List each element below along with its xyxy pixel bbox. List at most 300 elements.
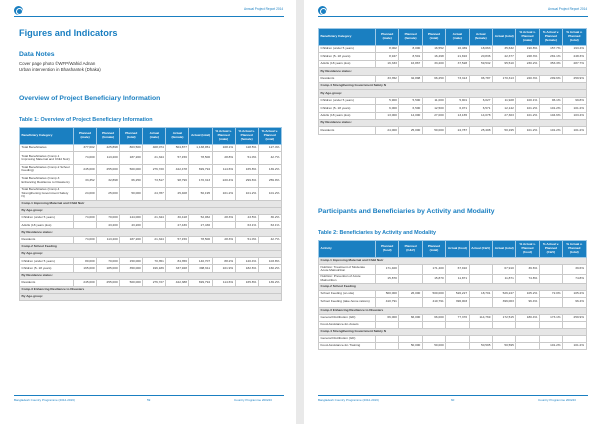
table-cell: 165.8%	[235, 279, 258, 286]
table-cell: 108.1%	[212, 145, 235, 152]
table-cell: 248.3%	[563, 53, 586, 60]
table-cell: 43.5%	[235, 215, 258, 222]
row-label: Total Beneficiaries	[20, 145, 74, 152]
wfp-logo-icon	[318, 6, 327, 15]
table-cell: 101.2%	[516, 112, 539, 119]
right-footer-text: Bangladesh Country Programme (2012-2016)	[318, 398, 379, 402]
table-cell: 172,515	[492, 314, 515, 321]
table-cell: 8,002	[376, 46, 399, 53]
column-header: Actual (male)	[446, 29, 469, 46]
table-cell: 220.4%	[212, 174, 235, 187]
table-cell: 245,000	[74, 165, 97, 175]
table-cell: 101.2%	[516, 105, 539, 112]
table-cell: 16,498	[422, 53, 445, 60]
section-row	[319, 284, 587, 291]
column-header: Planned (male)	[74, 128, 97, 145]
table-cell: 526,247	[492, 291, 515, 298]
table-cell	[539, 298, 562, 308]
table-cell: 74,000	[74, 215, 97, 222]
table-cell: 504,877	[166, 145, 189, 152]
column-header: % Actual v. Planned (male)	[212, 128, 235, 145]
row-label: Residents	[20, 236, 74, 243]
table-cell: 408,074	[143, 145, 166, 152]
right-header-rule	[318, 16, 588, 17]
table-cell: 13,000	[376, 112, 399, 119]
table-cell: 95,510	[492, 60, 515, 67]
table-cell: 73,517	[143, 174, 166, 187]
column-header: % Actual v. Planned (total)	[258, 128, 281, 145]
table-cell	[539, 335, 562, 342]
table-cell: 50,000	[120, 187, 143, 200]
table-cell: 101.2%	[212, 187, 235, 200]
table-cell: 67,910	[446, 265, 469, 275]
overview-heading: Overview of Project Beneficiary Information	[19, 95, 161, 102]
page-title: Figures and Indicators	[19, 28, 118, 38]
table-cell: 114.6%	[212, 165, 235, 175]
row-label: Children (under 5 years)	[319, 46, 376, 53]
table-cell	[539, 274, 562, 284]
table-cell: 8,501	[399, 53, 422, 60]
table-cell: 27,303	[492, 112, 515, 119]
table-cell: 173.1%	[539, 314, 562, 321]
column-header: Actual (male)	[143, 128, 166, 145]
table-cell: 33,352	[74, 174, 97, 187]
table-cell: 398,611	[189, 265, 212, 272]
table-row	[319, 265, 587, 275]
column-header: Actual (female)	[469, 29, 492, 46]
table-cell: 500,000	[376, 291, 399, 298]
table-cell: 180.4%	[516, 314, 539, 321]
section-row	[319, 328, 587, 335]
table-cell: 18,063	[469, 46, 492, 53]
table-cell: 16,333	[376, 60, 399, 67]
table-cell: 42.7%	[258, 236, 281, 243]
table-cell: 337,928	[166, 265, 189, 272]
section-label: Comp.3 Enhancing Resilience to Disasters	[20, 286, 282, 293]
table-cell: 24,787	[446, 127, 469, 134]
table-cell: 8,947	[376, 53, 399, 60]
table-cell: 6,071	[446, 105, 469, 112]
table-cell: 50,000	[422, 127, 445, 134]
column-header: % Actual v. Planned (male)	[516, 29, 539, 46]
table-cell: 500,000	[120, 165, 143, 175]
section-row	[20, 286, 282, 293]
row-label: Adults (18 years plus)	[319, 112, 376, 119]
table-row	[20, 187, 282, 200]
column-header: Planned (female)	[399, 29, 422, 46]
table-row	[20, 265, 282, 272]
table-cell: 245,000	[74, 279, 97, 286]
table-cell: 16,867	[399, 60, 422, 67]
section-label: By Residence status:	[20, 272, 282, 279]
table-cell	[492, 321, 515, 328]
table-cell: 36.2%	[258, 215, 281, 222]
table-cell: 28.3%	[212, 215, 235, 222]
table1-header	[20, 128, 282, 145]
row-label: General Distribution (GD)	[319, 314, 376, 321]
table-cell: 51.0%	[235, 152, 258, 165]
row-label: Total Beneficiaries (Comp.1 Improving Maternal and Child Nutr)	[20, 152, 74, 165]
table-cell: 100.1%	[516, 97, 539, 104]
section-label: By Age-group:	[20, 294, 282, 301]
column-header: Planned (female)	[97, 128, 120, 145]
table-cell: 96.1%	[539, 97, 562, 104]
table-row	[319, 335, 587, 342]
table-cell: 276,727	[143, 279, 166, 286]
table-cell: 105.2%	[563, 291, 586, 298]
table-cell: 259.9%	[258, 174, 281, 187]
section-label: By Residence status:	[20, 229, 282, 236]
table-cell: 157.7%	[539, 46, 562, 53]
table-cell: 24,000	[74, 187, 97, 200]
table-cell: 144,000	[120, 215, 143, 222]
right-page	[304, 0, 600, 424]
table-cell	[376, 335, 399, 342]
table-cell	[399, 298, 422, 308]
table-cell	[563, 335, 586, 342]
row-label: Children (5- 18 years)	[20, 265, 74, 272]
table-row	[20, 222, 282, 229]
column-header: Actual (female)	[166, 128, 189, 145]
table-cell: 500,000	[120, 279, 143, 286]
table-cell: 52,062	[189, 215, 212, 222]
column-header: Actual (total)	[492, 241, 515, 258]
table-cell	[539, 265, 562, 275]
table-cell: 127.4%	[258, 145, 281, 152]
table1-body	[20, 145, 282, 301]
column-header: Actual (total)	[189, 128, 212, 145]
table-cell: 699,794	[189, 279, 212, 286]
table-cell	[446, 342, 469, 349]
table-cell: 101.2%	[563, 105, 586, 112]
wfp-logo-icon	[14, 6, 23, 15]
right-page-number: 60	[451, 398, 455, 402]
table-cell: 101.2%	[539, 105, 562, 112]
table-cell: 422,478	[166, 165, 189, 175]
table-row	[319, 46, 587, 53]
table-cell: 70,000	[97, 215, 120, 222]
table-cell: 66,250	[422, 75, 445, 82]
table-cell: 26,000	[399, 291, 422, 298]
section-row	[319, 90, 587, 97]
table-cell: 96.4%	[563, 298, 586, 308]
table-row	[20, 165, 282, 175]
table-row	[319, 60, 587, 67]
table-cell: 410,791	[376, 298, 399, 308]
table-cell: 25,000	[97, 187, 120, 200]
row-label: Children (5- 18 years)	[319, 53, 376, 60]
table1c-body	[319, 46, 587, 135]
table-cell: 74.8%	[563, 274, 586, 284]
row-label: School Feeding (on-site)	[319, 291, 376, 298]
table-row	[319, 342, 587, 349]
table-cell: 353.3%	[539, 60, 562, 67]
table-row	[20, 145, 282, 152]
row-label: Residents	[319, 127, 376, 134]
table-cell: 396,003	[492, 298, 515, 308]
table-cell: 77,370	[446, 314, 469, 321]
table-cell: 104.6%	[539, 112, 562, 119]
table-cell: 24,787	[143, 187, 166, 200]
table-cell: 57,156	[166, 152, 189, 165]
table-cell: 43,200	[120, 222, 143, 229]
row-label: Children (under 5 years)	[319, 97, 376, 104]
table-cell: 13,165	[446, 112, 469, 119]
table-cell	[469, 321, 492, 328]
column-header: % Actual v. Planned (food)	[516, 241, 539, 258]
table-cell: 16,469	[446, 46, 469, 53]
section-row	[319, 82, 587, 89]
left-page	[0, 0, 296, 424]
column-header: Beneficiary Category	[319, 29, 376, 46]
table-cell: 299.6%	[235, 174, 258, 187]
table-cell: 72.0%	[539, 291, 562, 298]
table-cell: 165,000	[74, 265, 97, 272]
table-header-row	[319, 29, 587, 46]
section-label: Comp.4 Strengthening Government Safety N	[319, 82, 587, 89]
table-cell: 11,000	[422, 97, 445, 104]
row-label: Children (5- 18 years)	[319, 105, 376, 112]
table-cell: 84,356	[166, 258, 189, 265]
table-cell: 50,195	[189, 187, 212, 200]
table2-header	[319, 241, 587, 258]
left-header-text: Annual Project Report 2014	[244, 7, 284, 11]
table-row	[20, 215, 282, 222]
table-cell: 21,344	[143, 152, 166, 165]
table-cell: 103.4%	[563, 112, 586, 119]
table-cell: 803,500	[120, 145, 143, 152]
table-cell: 1,138,951	[189, 145, 212, 152]
table-cell: 33,352	[376, 75, 399, 82]
right-header-text: Annual Project Report 2014	[548, 7, 588, 11]
table-cell: 15,870	[422, 274, 445, 284]
column-header: % Actual v. Planned (total)	[563, 241, 586, 258]
column-header: % Actual v. Planned (C&V)	[539, 241, 562, 258]
section-row	[20, 243, 282, 250]
table-row	[319, 291, 587, 298]
table-cell: 15,870	[376, 274, 399, 284]
table-cell	[563, 321, 586, 328]
section-row	[319, 119, 587, 126]
table-cell: 5,901	[446, 97, 469, 104]
table-cell: 140,707	[189, 258, 212, 265]
section-label: By Age-group:	[20, 207, 282, 214]
section-row	[20, 272, 282, 279]
column-header: % Actual v. Planned (female)	[235, 128, 258, 145]
table-cell	[516, 342, 539, 349]
table-row	[319, 105, 587, 112]
table-cell: 39.6%	[516, 265, 539, 275]
table-cell: 113,200	[97, 236, 120, 243]
table-row	[20, 236, 282, 243]
table-cell: 101.2%	[235, 187, 258, 200]
table-row	[319, 321, 587, 328]
table-cell: 113,200	[97, 152, 120, 165]
column-header: Planned (total)	[422, 241, 445, 258]
table-cell: 12,500	[422, 105, 445, 112]
table-cell: 63.1%	[258, 222, 281, 229]
table-cell	[399, 321, 422, 328]
table-cell: 50,595	[492, 342, 515, 349]
table-cell: 21,344	[143, 215, 166, 222]
table-cell: 74.8%	[516, 274, 539, 284]
table-cell: 139.2%	[258, 165, 281, 175]
table-row	[20, 279, 282, 286]
table-cell: 287.7%	[563, 60, 586, 67]
table-cell: 182.6%	[235, 265, 258, 272]
table-cell: 37,528	[446, 60, 469, 67]
table-cell: 526,227	[446, 291, 469, 298]
row-label: Total Beneficiaries (Comp.4 Strengthening Government Safety N)	[20, 187, 74, 200]
table-cell: 101.9%	[212, 265, 235, 272]
table-cell: 98,796	[166, 174, 189, 187]
table-cell	[516, 321, 539, 328]
data-notes-line-1: Cover page photo ©WFP/Wahid Adnan	[19, 61, 96, 66]
table-cell: 185,000	[97, 265, 120, 272]
table-row	[20, 174, 282, 187]
right-footer-rule	[318, 395, 588, 396]
table-cell: 8,000	[399, 46, 422, 53]
table-cell: 114,769	[469, 314, 492, 321]
table-cell	[469, 265, 492, 275]
table-cell: 25,408	[469, 127, 492, 134]
table-row	[319, 274, 587, 284]
table-header-row	[20, 128, 282, 145]
table-cell: 170,313	[492, 75, 515, 82]
table-cell: 410,791	[422, 298, 445, 308]
row-label: Total Beneficiaries (Comp.3 Enhancing Resilience to Disasters)	[20, 174, 74, 187]
table-cell: 80,000	[74, 258, 97, 265]
table-cell: 5,500	[399, 97, 422, 104]
column-header: Actual (food)	[446, 241, 469, 258]
section-row	[319, 68, 587, 75]
table-cell: 59,532	[469, 60, 492, 67]
table1-title: Table 1: Overview of Project Beneficiary Information	[19, 117, 153, 123]
table-row	[319, 75, 587, 82]
table-cell: 78,500	[189, 152, 212, 165]
table-cell: 255,000	[97, 165, 120, 175]
table-cell: 190.8%	[516, 46, 539, 53]
table-cell: 50,000	[422, 342, 445, 349]
table-row	[20, 258, 282, 265]
column-header: % Actual v. Planned (total)	[563, 29, 586, 46]
table-cell: 105.2%	[516, 291, 539, 298]
table-cell: 11,871	[492, 274, 515, 284]
table-cell: 255,000	[97, 279, 120, 286]
table-cell	[212, 222, 235, 229]
table-cell: 139.2%	[258, 279, 281, 286]
participants-heading: Participants and Beneficiaries by Activity and Modality	[318, 208, 495, 215]
table-cell: 101.2%	[563, 342, 586, 349]
section-row	[319, 307, 587, 314]
row-label: Nutrition: Treatment of Moderate Acute Malnutrition	[319, 265, 376, 275]
table-row	[20, 152, 282, 165]
table-cell: 101.2%	[258, 187, 281, 200]
table-1-continued	[318, 28, 587, 135]
table-cell: 25,408	[166, 187, 189, 200]
table-cell: 70,000	[97, 258, 120, 265]
table-cell: 281.1%	[539, 53, 562, 60]
table-cell	[469, 298, 492, 308]
table-cell: 50,000	[399, 342, 422, 349]
table-cell: 101.2%	[516, 127, 539, 134]
column-header: Actual (total)	[492, 29, 515, 46]
table-cell: 27,000	[422, 112, 445, 119]
table-cell: 88.2%	[212, 258, 235, 265]
row-label: General Distribution (GD)	[319, 335, 376, 342]
table-cell: 170,313	[189, 174, 212, 187]
row-label: Total Beneficiaries (Comp.2 School Feeding)	[20, 165, 74, 175]
table-cell: 187,200	[120, 236, 143, 243]
table-cell: 230.2%	[516, 60, 539, 67]
table-cell: 101.2%	[539, 127, 562, 134]
table-cell: 30,418	[166, 215, 189, 222]
section-row	[20, 200, 282, 207]
table-cell	[539, 321, 562, 328]
table-1-beneficiary-overview	[19, 127, 282, 301]
table-cell	[446, 321, 469, 328]
table-cell: 21,816	[446, 53, 469, 60]
table-cell	[469, 274, 492, 284]
table-cell: 50,195	[492, 127, 515, 134]
row-label: Residents	[319, 75, 376, 82]
table-cell: 120.4%	[235, 258, 258, 265]
table-cell: 73,313	[446, 75, 469, 82]
table-cell	[492, 335, 515, 342]
table-cell	[143, 222, 166, 229]
section-row	[319, 258, 587, 265]
table-cell: 165.8%	[235, 165, 258, 175]
data-notes-heading: Data Notes	[19, 51, 55, 58]
table-cell: 27,436	[166, 222, 189, 229]
table-cell: 12,142	[492, 105, 515, 112]
table-cell: 78,500	[189, 236, 212, 243]
section-label: Comp.4 Strengthening Government Safety N	[319, 328, 587, 335]
table-cell: 27,436	[189, 222, 212, 229]
table-cell: 96.4%	[516, 298, 539, 308]
section-row	[20, 207, 282, 214]
row-label: Children (under 5 years)	[20, 215, 74, 222]
table-cell: 259.9%	[563, 314, 586, 321]
section-label: By Age-group:	[319, 90, 587, 97]
table-cell: 42.7%	[258, 152, 281, 165]
column-header: Actual (C&V)	[469, 241, 492, 258]
column-header: Planned (total)	[422, 29, 445, 46]
table-2-beneficiaries-by-activity	[318, 240, 587, 350]
table-cell	[422, 335, 445, 342]
table-cell: 57,156	[166, 236, 189, 243]
table-cell	[399, 274, 422, 284]
table-cell: 114.6%	[212, 279, 235, 286]
column-header: Beneficiary Category	[20, 128, 74, 145]
table-cell: 39.6%	[563, 265, 586, 275]
table-cell: 500,000	[422, 291, 445, 298]
table-cell	[74, 222, 97, 229]
table-cell: 11,871	[446, 274, 469, 284]
table-cell: 160.2%	[258, 265, 281, 272]
table-cell: 193.4%	[563, 46, 586, 53]
table-cell: 21,344	[143, 236, 166, 243]
column-header: Planned (food)	[376, 241, 399, 258]
table-cell	[399, 265, 422, 275]
table-cell: 35,632	[492, 46, 515, 53]
section-row	[20, 294, 282, 301]
table-cell: 70,351	[143, 258, 166, 265]
table-cell: 118.5%	[235, 145, 258, 152]
table-cell: 16,552	[422, 46, 445, 53]
table2-body	[319, 258, 587, 350]
section-label: Comp.3 Enhancing Resilience to Disasters	[319, 307, 587, 314]
